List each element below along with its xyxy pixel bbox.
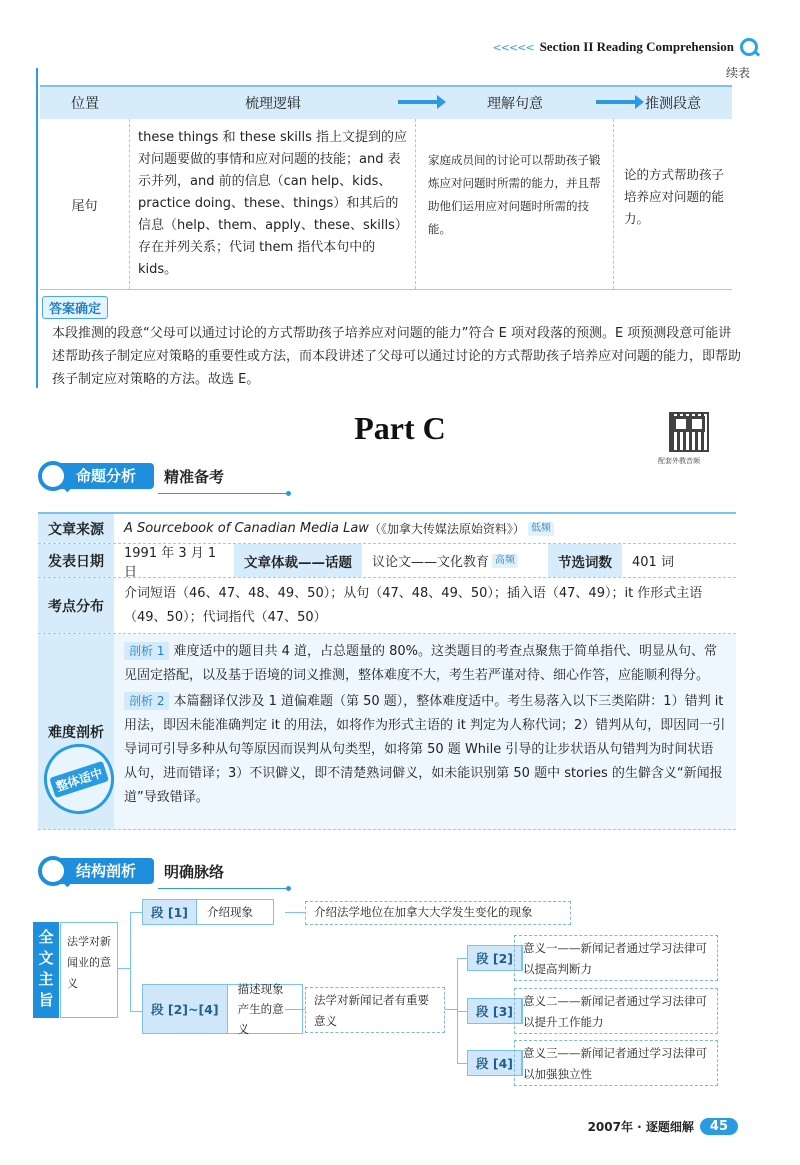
- analysis-table: [40, 85, 732, 290]
- paragraph-1-box: [142, 899, 274, 925]
- paragraphs-2-4-text: 描述现象产生的意义: [237, 982, 284, 1036]
- connector: [457, 1063, 467, 1064]
- header-meaning-label: 理解句意: [487, 96, 543, 112]
- answer-text: 本段推测的段意“父母可以通过讨论的方式帮助孩子培养应对问题的能力”符合 E 项对段落的预测。E 项预测段意可能讲述帮助孩子制定应对策略的重要性或方法，而本段讲述了父母可以通过讨论的方式帮助孩子培养应对问题的能力，即帮助孩子制定应对策略的方法。故选 E。: [52, 326, 742, 387]
- source-row: [38, 514, 736, 544]
- footer-text: 2007年 · 逐题细解: [587, 1120, 694, 1134]
- connector: [130, 912, 131, 1012]
- paragraph-4-label: 段 [4]: [468, 1051, 522, 1075]
- answer-tag: 答案确定: [42, 296, 108, 319]
- q-badge-icon: [38, 461, 68, 491]
- analysis-1-text: 难度适中的题目共 4 道，占总题量的 80%。这类题目的考查点聚焦于简单指代、明显从句、常见固定搭配，以及基于语境的词义推测，整体难度不大，考生若严谨对待、细心作答，应能顺利得分。: [124, 644, 718, 683]
- paragraphs-2-4-detail: 法学对新闻记者有重要意义: [305, 987, 445, 1033]
- page-footer: [588, 1118, 738, 1135]
- genre-label: 文章体裁——话题: [234, 544, 362, 577]
- underline-decoration: [158, 493, 288, 494]
- cell-position: 尾句: [40, 119, 130, 289]
- search-q-icon: [740, 38, 758, 56]
- section-heading-structure: [38, 855, 224, 887]
- cell-logic: these things 和 these skills 指上文提到的应对问题要做的事情和应对问题的技能；and 表示并列，and 前的信息（can help、kids、practice doing、these、things）和其后的信息（help、them、apply、these、skills）存在并列关系；代词 them 指代本句中的 kids。: [130, 119, 416, 289]
- analysis-2-text: 本篇翻译仅涉及 1 道偏难题（第 50 题），整体难度适中。考生易落入以下三类陷阱：1）错判 it 用法，即因未能准确判定 it 的用法，如将作为形式主语的 it 判定为人称代词；2）错判从句，即因同一引导词可引导多种从句等原因而误判从句类型，如将第 50 题 While 引导的让步状语从句错判为时间状语从句，进而错译；3）不识僻义，即不清楚熟词僻义，如未能识别第 50 题中 stories 的生僻含义“新闻报道”导致错译。: [124, 694, 726, 805]
- difficulty-row: [38, 634, 736, 830]
- connector: [118, 968, 130, 969]
- header-position: 位置: [71, 96, 99, 112]
- header-meaning: [416, 87, 614, 119]
- source-value: [114, 514, 736, 543]
- connector: [130, 1011, 142, 1012]
- connector: [285, 1009, 305, 1010]
- points-value: 介词短语（46、47、48、49、50）；从句（47、48、49、50）；插入语（47、49）；it 作形式主语（49、50）；代词指代（47、50）: [124, 586, 703, 625]
- main-idea-text: 法学对新闻业的意义: [60, 922, 118, 1018]
- genre-text: 议论文——文化教育: [372, 555, 490, 570]
- arrows-decoration: <<<<<: [492, 40, 534, 54]
- connector: [285, 912, 305, 913]
- genre-value: [362, 544, 548, 577]
- main-idea-title: 全文主旨: [33, 922, 59, 1018]
- section-heading-label: 结构剖析: [54, 858, 154, 884]
- points-row: [38, 578, 736, 634]
- qr-caption: 配套外教音频: [658, 457, 700, 465]
- difficulty-label: 难度剖析: [38, 634, 114, 829]
- paragraph-1-text: 介绍现象: [206, 905, 253, 919]
- section-heading-analysis: [38, 460, 224, 492]
- paragraphs-2-4-box: [142, 984, 303, 1034]
- paragraph-1-label: 段 [1]: [143, 900, 197, 924]
- section-heading-subtitle: 明确脉络: [164, 862, 225, 881]
- paragraphs-2-4-label: 段 [2]~[4]: [143, 985, 228, 1033]
- date-row: [38, 544, 736, 578]
- underline-decoration: [158, 888, 288, 889]
- qr-code-icon[interactable]: [669, 412, 709, 452]
- header-logic-label: 梳理逻辑: [245, 96, 301, 112]
- analysis-2-tag: 剖析 2: [124, 692, 169, 710]
- table-header-row: [40, 85, 732, 119]
- words-value: 401 词: [632, 555, 674, 570]
- analysis-2: [124, 690, 726, 810]
- stamp-text: 整体适中: [49, 760, 109, 797]
- connector: [130, 912, 142, 913]
- continued-label: 续表: [725, 66, 750, 80]
- section-title: Section II Reading Comprehension: [539, 39, 734, 54]
- left-accent-bar: [36, 68, 38, 388]
- paragraph-3-label: 段 [3]: [468, 999, 522, 1023]
- header-logic: [130, 87, 416, 119]
- connector: [457, 1011, 467, 1012]
- running-header: [492, 38, 758, 56]
- q-badge-icon: [38, 856, 68, 886]
- section-heading-subtitle: 精准备考: [164, 467, 225, 486]
- source-cn: （《加拿大传媒法原始资料》）: [368, 521, 525, 536]
- difficulty-analysis: [114, 634, 736, 829]
- cell-inference: 论的方式帮助孩子培养应对问题的能力。: [624, 167, 725, 226]
- connector: [457, 958, 467, 959]
- part-title: Part C: [354, 410, 446, 446]
- paragraph-4-detail: 意义三——新闻记者通过学习法律可以加强独立性: [514, 1040, 718, 1086]
- info-table: [38, 512, 736, 830]
- words-label: 节选词数: [548, 544, 622, 577]
- points-label: 考点分布: [38, 578, 114, 633]
- paragraph-2-label: 段 [2]: [468, 946, 522, 970]
- cell-meaning: 家庭成员间的讨论可以帮助孩子锻炼应对问题时所需的能力，并且帮助他们运用应对问题时所需的技能。: [416, 119, 614, 289]
- frequency-badge: 高频: [492, 554, 518, 568]
- date-label: 发表日期: [38, 544, 114, 577]
- paragraph-3-detail: 意义二——新闻记者通过学习法律可以提升工作能力: [514, 988, 718, 1034]
- header-inference: 推测段意: [645, 96, 701, 112]
- date-value: 1991 年 3 月 1 日: [124, 545, 217, 580]
- source-label: 文章来源: [38, 514, 114, 543]
- paragraph-1-detail: 介绍法学地位在加拿大大学发生变化的现象: [305, 901, 571, 925]
- analysis-1-tag: 剖析 1: [124, 642, 169, 660]
- analysis-1: [124, 640, 726, 688]
- section-heading-label: 命题分析: [54, 463, 154, 489]
- frequency-badge: 低频: [528, 522, 554, 536]
- table-row: [40, 119, 732, 290]
- source-title: A Sourcebook of Canadian Media Law: [124, 520, 369, 536]
- page-number: 45: [700, 1118, 738, 1135]
- connector: [445, 1009, 457, 1010]
- paragraph-2-detail: 意义一——新闻记者通过学习法律可以提高判断力: [514, 935, 718, 981]
